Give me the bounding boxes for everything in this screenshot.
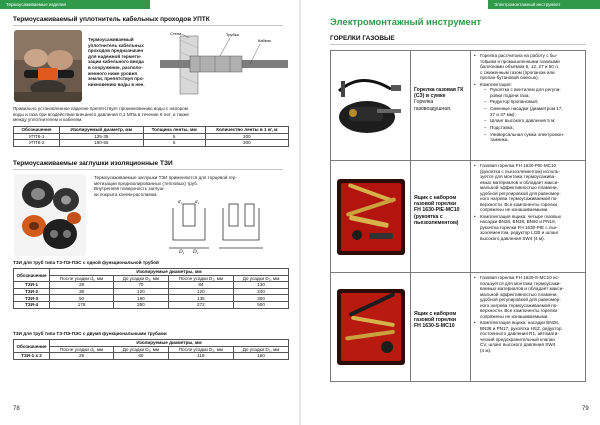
section-title-tzi: Термоусаживаемые заглушки изоляционные ТЗИ	[13, 160, 173, 167]
uptk-table	[13, 126, 289, 147]
table-header-cell: Количество ленты в 1 кг, м	[205, 127, 288, 134]
tzi-intro-line: Термоусаживаемые заглушки ТЗИ применяются для торцевой гер-	[94, 175, 237, 180]
torch-case-s-image	[331, 273, 411, 381]
table-cell: 300	[234, 295, 289, 302]
table-cell: УПТК-1	[14, 133, 60, 140]
list-item	[484, 87, 582, 98]
table-header-cell: После усадки D₂, мм	[168, 346, 233, 353]
table-header-row	[14, 275, 289, 282]
bullet-line: сопряжены не изнашиваемыми.	[480, 207, 549, 212]
diagram-label-trubka: Трубка	[226, 32, 239, 37]
bullet-line: рукоятка горелки FH 1630-PIE с пье-	[480, 224, 558, 230]
product-name-line: FH 1630-S-MC10	[414, 323, 455, 330]
table-cell: ТЗИ-1	[14, 282, 50, 289]
uptk-intro-line: в сооружение, располо-	[88, 64, 143, 70]
bullet-line: • Газовая горелка FH 1630-PIE-MC10	[480, 163, 557, 168]
tzi-diagram	[165, 200, 265, 254]
table-cell: 120	[114, 288, 169, 295]
product-name-note	[414, 99, 467, 111]
product-name-line: (рукоятка с	[414, 213, 443, 220]
tzi-intro	[94, 175, 290, 197]
uptk-note-line: между уплотнителем и кабелем.	[13, 117, 83, 123]
uptk-intro-line: земли, препятствуя про-	[88, 76, 145, 82]
product-grid	[330, 50, 586, 382]
bullet-line: ческий предохранительный клапан	[480, 336, 555, 342]
bullet-line: ровки подачи газа;	[490, 92, 530, 98]
bullet-line: BN38 и PN17, рукоятка HSZ, редуктор	[480, 325, 562, 331]
uptk-intro-line: женного ниже уровня	[88, 70, 138, 76]
table-cell: 50	[50, 295, 114, 302]
section-rule	[13, 25, 283, 26]
table-header-cell: Обозначение	[14, 340, 50, 353]
section-rule	[330, 44, 586, 45]
uptk-photo-image	[14, 30, 82, 102]
table-row	[14, 295, 289, 302]
section-subtitle: ГОРЕЛКИ ГАЗОВЫЕ	[330, 35, 395, 42]
table-header-cell: До усадки D₁, мм	[114, 346, 169, 353]
table-cell: 190-55	[60, 140, 144, 147]
table-row	[14, 133, 289, 140]
table-cell: 300	[205, 133, 288, 140]
bullet-line: ного нагрева термоусаживаемой по-	[480, 196, 558, 201]
uptk-intro-line: уплотнитель кабельных	[88, 42, 144, 48]
table-header-cell: После усадки d₁, мм	[50, 275, 114, 282]
product-description	[471, 273, 585, 381]
table-cell: 160	[234, 353, 289, 360]
bullet-line: ного нагрева термоусаживаемой по-	[480, 302, 558, 308]
bullet-line: • Горелка рассчитана на работу с бы-	[480, 53, 558, 58]
bullet-line: – Подставка;	[490, 124, 514, 130]
uptk-intro-line: для надежной гермети-	[88, 53, 142, 59]
product-description	[471, 51, 585, 160]
list-item	[484, 106, 582, 117]
table-cell: 240	[234, 288, 289, 295]
table-row	[14, 282, 289, 289]
diagram-label-wall: Стена	[170, 31, 182, 36]
bullet-line: 27 и 37 мм);	[490, 111, 516, 117]
bullet-line: верхности. Все компоненты горелки	[480, 308, 558, 313]
page-title: Электромонтажный инструмент	[330, 17, 482, 28]
bullet-line: сопряжены не изнашиваемыми.	[480, 313, 549, 319]
table-cell: 350	[114, 301, 169, 308]
product-image-cell	[331, 51, 411, 160]
table-header-cell: Обозначение	[14, 269, 50, 282]
tzi-photo-image	[14, 174, 86, 256]
product-name-line: FH 1630-PIE-MC10	[414, 207, 460, 214]
right-header-bar: Электромонтажный инструмент	[488, 0, 600, 9]
bullet-line: • Комплектация ящика: насадки BN28,	[480, 320, 560, 326]
table-cell: 84	[168, 282, 233, 289]
list-item	[474, 53, 582, 81]
uptk-photo	[14, 30, 82, 102]
list-item	[484, 118, 582, 124]
uptk-intro-line: зации кабельного ввода	[88, 59, 144, 65]
product-name-line: газовой горелки	[414, 317, 457, 324]
product-name-line: газовой горелки	[414, 201, 457, 208]
section-title-uptk: Термоусаживаемый уплотнитель кабельных проходов УПТК	[13, 16, 210, 23]
product-bullets	[474, 163, 582, 241]
list-item	[474, 82, 582, 143]
bullet-line: емых материалов и обладает макси-	[480, 179, 559, 185]
page-number-left: 78	[13, 406, 20, 412]
product-name-line: (СЗ) в сумке	[414, 93, 446, 100]
table-cell: 25	[50, 353, 114, 360]
right-page	[300, 0, 600, 425]
table-cell: ТЗИ-2	[14, 288, 50, 295]
product-bullets	[474, 53, 582, 143]
table-cell: 135	[168, 295, 233, 302]
table-header-cell: До усадки D₁, мм	[114, 275, 169, 282]
product-name-line: Ящик с набором	[414, 195, 457, 201]
product-name-line: Горелка газовая ГК	[414, 87, 464, 93]
table-cell: 130	[234, 282, 289, 289]
table-cell: 60	[114, 353, 169, 360]
uptk-intro-line: никновению воды в нее.	[88, 81, 145, 87]
product-row	[331, 51, 585, 161]
tzi-table1-caption: ТЗИ для труб типа ТЗ-ПЭ-ПЭС с одной функциональной трубой	[13, 260, 159, 265]
uptk-note	[13, 106, 289, 123]
diagram-label-D1: D₁	[179, 250, 185, 254]
tzi-intro-line: ки покрыта клеем-расплавом.	[94, 191, 158, 197]
table-cell: 178	[50, 301, 114, 308]
uptk-intro	[88, 37, 158, 87]
product-description	[471, 161, 585, 272]
bullet-line: • Комплектация:	[480, 81, 512, 87]
table-header-row	[14, 340, 289, 347]
bullet-line: тажника.	[490, 137, 509, 143]
torch-case-pie-image	[331, 161, 411, 273]
table-cell: 272	[168, 301, 233, 308]
table-header-row	[14, 127, 289, 134]
bullet-line: удобной регулировкой для равномер-	[480, 190, 561, 196]
table-row	[14, 140, 289, 147]
tzi-photo	[14, 174, 86, 256]
table-cell: ТЗИ-4	[14, 301, 50, 308]
table-cell: 118	[168, 353, 233, 360]
bullet-line: мальной эффективностью пламени,	[480, 291, 558, 297]
list-item	[484, 132, 582, 143]
table-header-cell: Толщина ленты, мм	[143, 127, 205, 134]
table-row	[14, 353, 289, 360]
bullet-line: – Шланг высокого давления 5 м;	[490, 118, 556, 124]
table-header-cell: Изолируемый диаметр, мм	[60, 127, 144, 134]
product-name-line: пьезоэлементом)	[414, 219, 459, 226]
bullet-line: товыми и промышленными газовыми	[480, 58, 560, 64]
uptk-note-line: воды и газа при воздействии внешнего давления 0,1 МПа в течение 6 лет, а также	[13, 111, 189, 117]
bullet-line: ваемых материалов и обладает макси-	[480, 286, 564, 291]
bullet-line: • Комплектация ящика: четыре газовых	[480, 213, 562, 219]
product-name-cell	[411, 161, 471, 272]
table-row	[14, 301, 289, 308]
bullet-line: – Рукоятка с вентилем для регули-	[490, 87, 561, 93]
table-cell: 38	[50, 288, 114, 295]
tzi-table-1	[13, 268, 289, 309]
list-item	[484, 125, 582, 131]
table-header-row	[14, 269, 289, 276]
product-name-cell	[411, 273, 471, 381]
sub-list	[484, 87, 582, 142]
table-header-cell: Изолируемые диаметры, мм	[50, 340, 289, 347]
tzi-table-2	[13, 339, 289, 360]
bullet-line: – Сменные насадки (диаметром 17,	[490, 106, 563, 112]
product-name-cell	[411, 51, 471, 160]
table-cell: 180	[114, 295, 169, 302]
left-header-bar: Термоусаживаемые изделия	[0, 0, 150, 9]
bullet-line: с сжиженным газом (пропаном или	[480, 69, 555, 75]
diagram-label-d2: d₂	[195, 200, 200, 205]
list-item	[474, 275, 582, 319]
bullet-line: пользуется для монтажа термоусажи-	[480, 280, 561, 286]
tzi-intro-line: метизации предизолированных (тепловых) труб.	[94, 180, 199, 186]
page-number-right: 79	[582, 406, 589, 412]
list-item	[484, 99, 582, 105]
table-cell: 120	[168, 288, 233, 295]
product-name-line: Ящик с набором	[414, 311, 457, 317]
uptk-note-line: Правильно установленное изделие препятствует проникновению воды с напором	[13, 106, 188, 111]
tzi-intro-line: Внутренняя поверхность заглуш-	[94, 186, 165, 192]
bullet-line: • Газовая горелка FH 1630-S-MC10 ис-	[480, 275, 560, 280]
list-item	[474, 214, 582, 242]
diagram-label-D2: D₂	[193, 250, 199, 254]
table-cell: 28	[50, 282, 114, 289]
table-header-cell: До усадки D₂, мм	[234, 346, 289, 353]
bullet-line: – Универсальная сумка электромон-	[490, 131, 565, 137]
table-cell: УПТК-2	[14, 140, 60, 147]
table-header-cell: До усадки D₂, мм	[234, 275, 289, 282]
list-item	[474, 320, 582, 353]
table-cell: 500	[234, 301, 289, 308]
tzi-table2-caption: ТЗИ для труб типа ТЗ-ПЭ-ПЭС с двумя функциональными трубами	[13, 331, 167, 336]
bullet-line: постоянного давления R1, автомати-	[480, 331, 559, 337]
bullet-line: зуется для монтажа термоусажива-	[480, 174, 556, 179]
product-image-cell	[331, 273, 411, 381]
bullet-line: пропан-бутановой смесью).	[480, 75, 539, 80]
list-item	[474, 163, 582, 213]
table-header-cell: Обозначение	[14, 127, 60, 134]
table-header-row	[14, 346, 289, 353]
bullet-line: мальной эффективностью пламени,	[480, 185, 558, 190]
bullet-line: удобной регулировкой для равномер-	[480, 297, 561, 302]
table-header-cell: Изолируемые диаметры, мм	[50, 269, 289, 276]
diagram-label-d1: d₁	[178, 200, 183, 205]
product-bullets	[474, 275, 582, 353]
bullet-line: (4 м).	[480, 347, 492, 353]
table-row	[14, 288, 289, 295]
bullet-line: – Редуктор пропановый;	[490, 99, 539, 105]
diagram-label-cable: Кабель	[258, 38, 272, 43]
bullet-line: CV, шланг высокого давления SW4	[480, 342, 556, 348]
table-cell: ТЗИ-1 х 2	[14, 353, 50, 360]
table-cell: 70	[114, 282, 169, 289]
bullet-line: зоэлементом, редуктор LGB и шланг	[480, 230, 559, 236]
product-row	[331, 161, 585, 273]
table-header-cell: После усадки D₂, мм	[168, 275, 233, 282]
uptk-intro-line: Термоусаживаемый	[88, 37, 134, 42]
table-cell: 300	[205, 140, 288, 147]
gas-torch-bag-image	[331, 51, 411, 161]
table-cell: 5	[143, 140, 205, 147]
section-rule	[13, 169, 283, 170]
bullet-line: высокого давления SW4 (4 м).	[480, 235, 545, 241]
product-name	[414, 87, 467, 99]
product-name	[414, 195, 467, 226]
table-cell: ТЗИ-3	[14, 295, 50, 302]
table-header-cell: После усадки d₁, мм	[50, 346, 114, 353]
table-cell: 5	[143, 133, 205, 140]
product-name-note-line: Горелка газовоздушная.	[414, 99, 452, 112]
product-name	[414, 311, 467, 330]
product-image-cell	[331, 161, 411, 272]
table-cell: 135-35	[60, 133, 144, 140]
product-row	[331, 273, 585, 381]
bullet-line: насадки BN28, BN38, BN50 и PN18,	[480, 219, 556, 225]
uptk-diagram	[160, 30, 288, 98]
bullet-line: баллонами объёмом 5, 12, 27 и 50 л.	[480, 64, 560, 69]
uptk-intro-line: проходов предназначен	[88, 48, 144, 54]
bullet-line: (рукоятка с пьезоэлементом) исполь-	[480, 168, 560, 174]
bullet-line: верхности. Все компоненты горелки	[480, 201, 558, 207]
